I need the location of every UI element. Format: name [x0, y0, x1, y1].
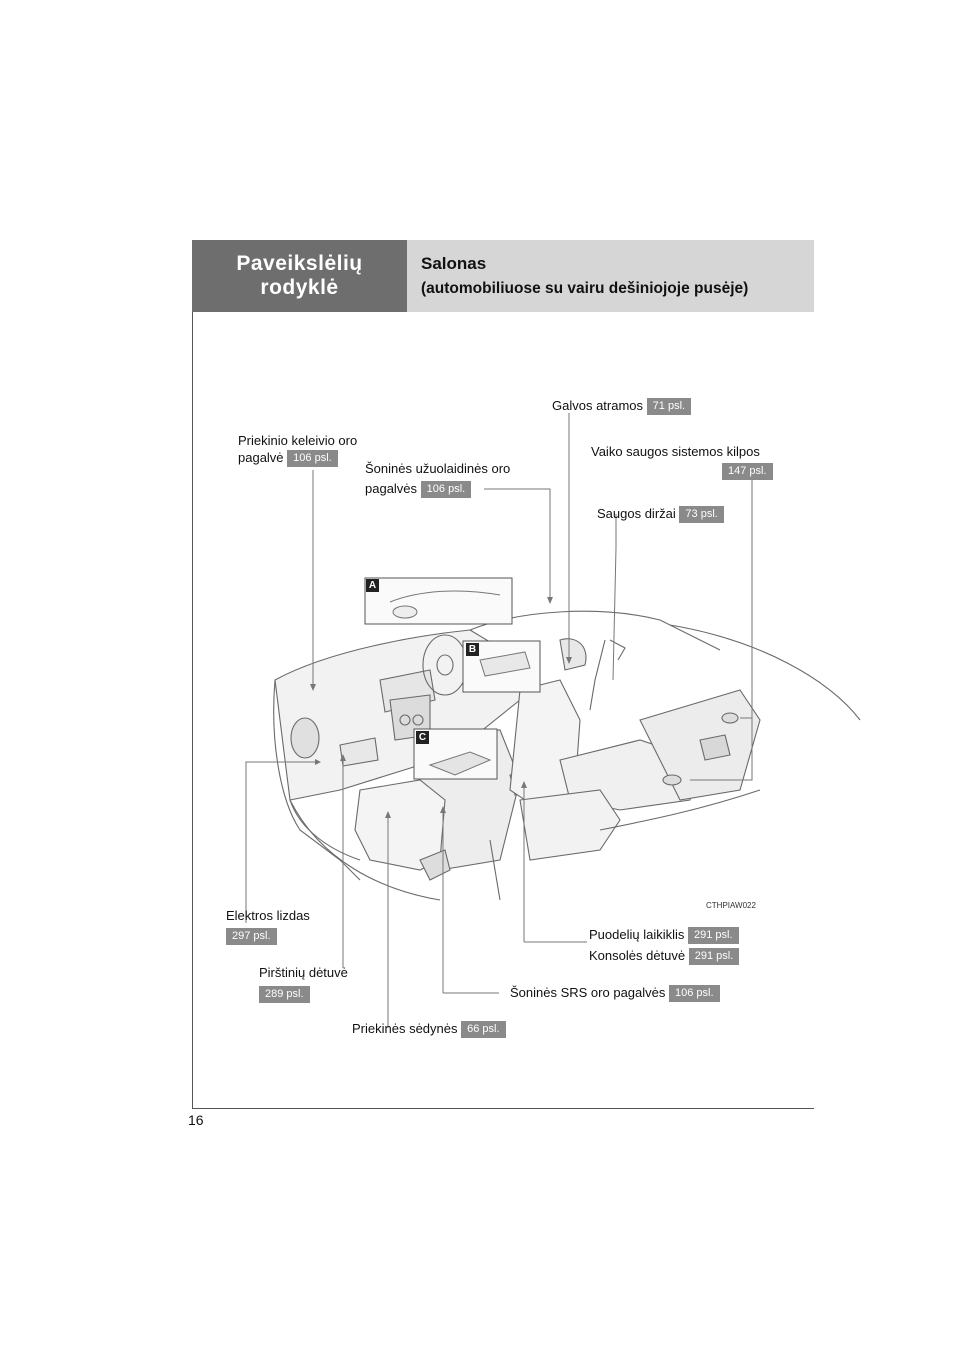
front-seats-label	[352, 1020, 506, 1038]
seat-belts-page-badge: 73 psl.	[679, 506, 723, 523]
curtain-airbag-line1: Šoninės užuolaidinės oro	[365, 461, 511, 476]
page-title: Salonas	[421, 254, 487, 273]
front-seats-page-badge: 66 psl.	[461, 1021, 505, 1038]
inset-c-marker: C	[416, 731, 429, 744]
side-airbags-text: Šoninės SRS oro pagalvės	[510, 985, 666, 1000]
cup-holder-text: Puodelių laikiklis	[589, 927, 685, 942]
image-code: CTHPIAW022	[706, 901, 756, 910]
front-seats-text: Priekinės sėdynės	[352, 1021, 458, 1036]
curtain-airbag-label	[365, 460, 510, 498]
passenger-airbag-label	[238, 432, 357, 467]
seat-belts-text: Saugos diržai	[597, 506, 676, 521]
console-box-label	[589, 947, 739, 965]
page-number: 16	[188, 1112, 204, 1128]
child-anchor-label: Vaiko saugos sistemos kilpos	[591, 444, 760, 459]
seat-belts-label	[597, 505, 724, 523]
side-airbags-page-badge: 106 psl.	[669, 985, 720, 1002]
console-box-page-badge: 291 psl.	[689, 948, 740, 965]
inset-a-frame	[365, 578, 512, 624]
section-tab-line2: rodyklė	[260, 276, 339, 299]
curtain-airbag-line2: pagalvės	[365, 481, 418, 496]
passenger-airbag-line1: Priekinio keleivio oro	[238, 433, 358, 448]
passenger-airbag-line2: pagalvė	[238, 450, 284, 465]
curtain-airbag-page-badge: 106 psl.	[421, 481, 472, 498]
cup-holder-label	[589, 926, 739, 944]
page-subtitle: (automobiliuose su vairu dešiniojoje pusėje)	[421, 280, 749, 297]
glove-box-label: Pirštinių dėtuvė	[259, 965, 348, 980]
section-tab-line1: Paveikslėlių	[236, 252, 363, 275]
side-airbags-label	[510, 984, 720, 1002]
car-interior-drawing	[274, 611, 860, 900]
cup-holder-page-badge: 291 psl.	[688, 927, 739, 944]
inset-b-marker: B	[466, 643, 479, 656]
head-restraints-label	[552, 397, 691, 415]
child-anchor-page-badge: 147 psl.	[722, 463, 773, 480]
power-outlet-page-badge: 297 psl.	[226, 928, 277, 945]
passenger-airbag-page-badge: 106 psl.	[287, 450, 338, 467]
power-outlet-label: Elektros lizdas	[226, 908, 310, 923]
glove-box-page-badge: 289 psl.	[259, 986, 310, 1003]
head-restraints-page-badge: 71 psl.	[647, 398, 691, 415]
console-box-text: Konsolės dėtuvė	[589, 948, 686, 963]
inset-a-marker: A	[366, 579, 379, 592]
head-restraints-text: Galvos atramos	[552, 398, 644, 413]
